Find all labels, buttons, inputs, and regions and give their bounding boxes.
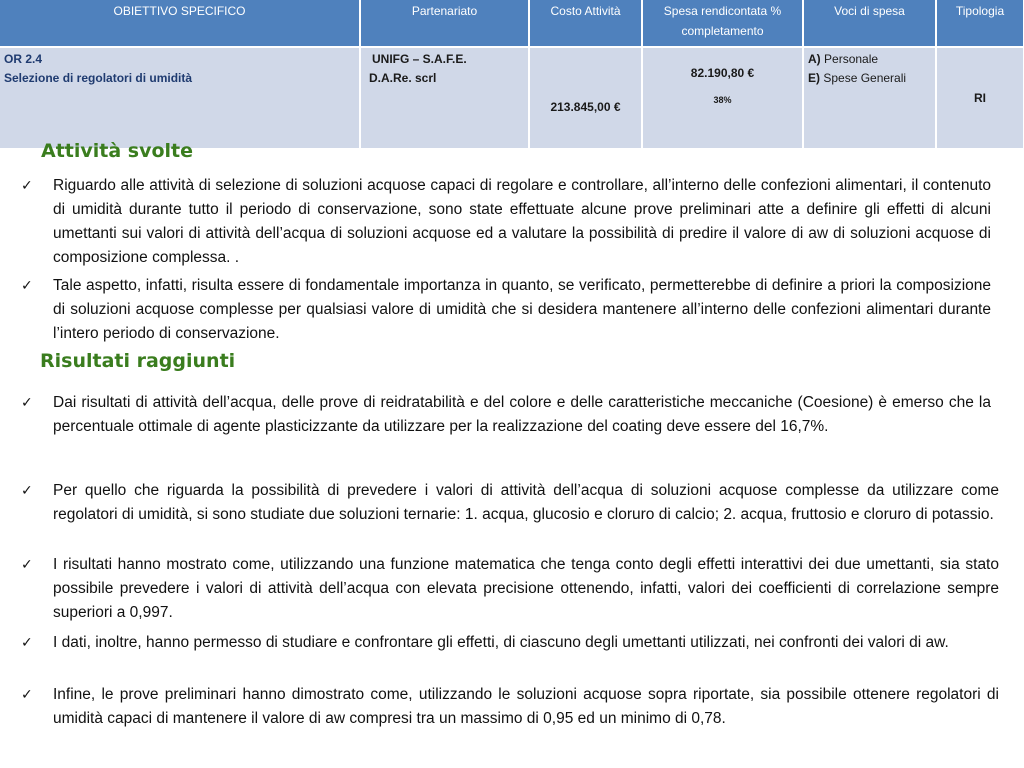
table-row — [0, 47, 1024, 148]
checkmark-icon: ✓ — [21, 278, 33, 294]
obiettivo-title: Selezione di regolatori di umidità — [4, 71, 193, 85]
header-spesa-label: Spesa rendicontata % completamento — [663, 4, 782, 38]
checkmark-icon: ✓ — [21, 178, 33, 194]
partner-2: D.A.Re. scrl — [369, 71, 437, 85]
voce-e — [808, 69, 931, 88]
list-item — [21, 174, 991, 270]
header-costo: Costo Attività — [529, 0, 642, 47]
checkmark-icon: ✓ — [21, 395, 33, 411]
section-title-risultati: Risultati raggiunti — [40, 350, 236, 372]
list-item-text: Riguardo alle attività di selezione di soluzioni acquose capaci di regolare e controllare, all’interno delle confezioni alimentari, il contenuto di umidità durante tutto il periodo di conservazione, sono state effettuate alcune prove preliminari atte a definire gli effetti di alcuni umettanti sui valori di attività dell’acqua di soluzioni acquose ed a valutare la possibilità di predire il valore di aw di soluzioni acquose di composizione complessa. . — [53, 177, 991, 266]
cell-voci — [803, 47, 936, 148]
list-item — [21, 683, 999, 731]
list-item — [21, 553, 999, 625]
voce-e-label: Spese Generali — [823, 71, 907, 85]
list-item — [21, 479, 999, 527]
section-title-attivita: Attività svolte — [41, 140, 194, 162]
list-item-text: I risultati hanno mostrato come, utilizzando una funzione matematica che tenga conto degli effetti interattivi dei due umettanti, sia stato possibile prevedere i valori di attività dell’acqua con elevata precisione ottenendo, infatti, valori dei coefficienti di correlazione sempre superiori a 0,997. — [53, 556, 999, 621]
list-item — [21, 631, 999, 655]
list-item — [21, 391, 991, 439]
voce-a-letter: A) — [808, 52, 821, 66]
checkmark-icon: ✓ — [21, 483, 33, 499]
table-header-row — [0, 0, 1024, 47]
voce-e-letter: E) — [808, 71, 820, 85]
obiettivo-code: OR 2.4 — [4, 52, 43, 66]
header-voci: Voci di spesa — [803, 0, 936, 47]
voce-a-label: Personale — [824, 52, 879, 66]
list-item-text: Infine, le prove preliminari hanno dimostrato come, utilizzando le soluzioni acquose sopra riportate, sia possibile ottenere regolatori di umidità capaci di mantenere il valore di aw compresi tra un massimo di 0,95 ed un minimo di 0,78. — [53, 686, 999, 727]
voce-a — [808, 50, 931, 69]
cell-spesa — [642, 47, 803, 148]
cell-tipologia: RI — [936, 47, 1024, 148]
list-item-text: Per quello che riguarda la possibilità di prevedere i valori di attività dell’acqua di soluzioni acquose complesse da utilizzare come regolatori di umidità, si sono studiate due soluzioni ternarie: 1. acqua, glucosio e cloruro di calcio; 2. acqua, fruttosio e cloruro di potassio. — [53, 482, 999, 523]
checkmark-icon: ✓ — [21, 635, 33, 651]
header-spesa — [642, 0, 803, 47]
partner-1: UNIFG – S.A.F.E. — [372, 52, 467, 66]
spesa-percent: 38% — [713, 95, 732, 105]
header-obiettivo: OBIETTIVO SPECIFICO — [0, 0, 360, 47]
header-tipologia: Tipologia — [936, 0, 1024, 47]
list-item-text: Tale aspetto, infatti, risulta essere di fondamentale importanza in quanto, se verificato, permetterebbe di definire a priori la composizione di soluzioni acquose complesse per qualsiasi valore di umidità che si desidera mantenere all’interno delle confezioni alimentari durante l’intero periodo di conservazione. — [53, 277, 991, 342]
cell-partenariato — [360, 47, 529, 148]
cell-costo: 213.845,00 € — [529, 47, 642, 148]
project-summary-table — [0, 0, 1024, 148]
checkmark-icon: ✓ — [21, 687, 33, 703]
list-item — [21, 274, 991, 346]
list-item-text: Dai risultati di attività dell’acqua, delle prove di reidratabilità e del colore e delle caratteristiche meccaniche (Coesione) è emerso che la percentuale ottimale di agente plasticizzante da utilizzare per la realizzazione del coating deve essere del 16,7%. — [53, 394, 991, 435]
checkmark-icon: ✓ — [21, 557, 33, 573]
spesa-value: 82.190,80 € — [690, 66, 755, 80]
cell-obiettivo — [0, 47, 360, 148]
list-item-text: I dati, inoltre, hanno permesso di studiare e confrontare gli effetti, di ciascuno degli umettanti utilizzati, nei confronti dei valori di aw. — [53, 634, 949, 651]
header-partenariato: Partenariato — [360, 0, 529, 47]
